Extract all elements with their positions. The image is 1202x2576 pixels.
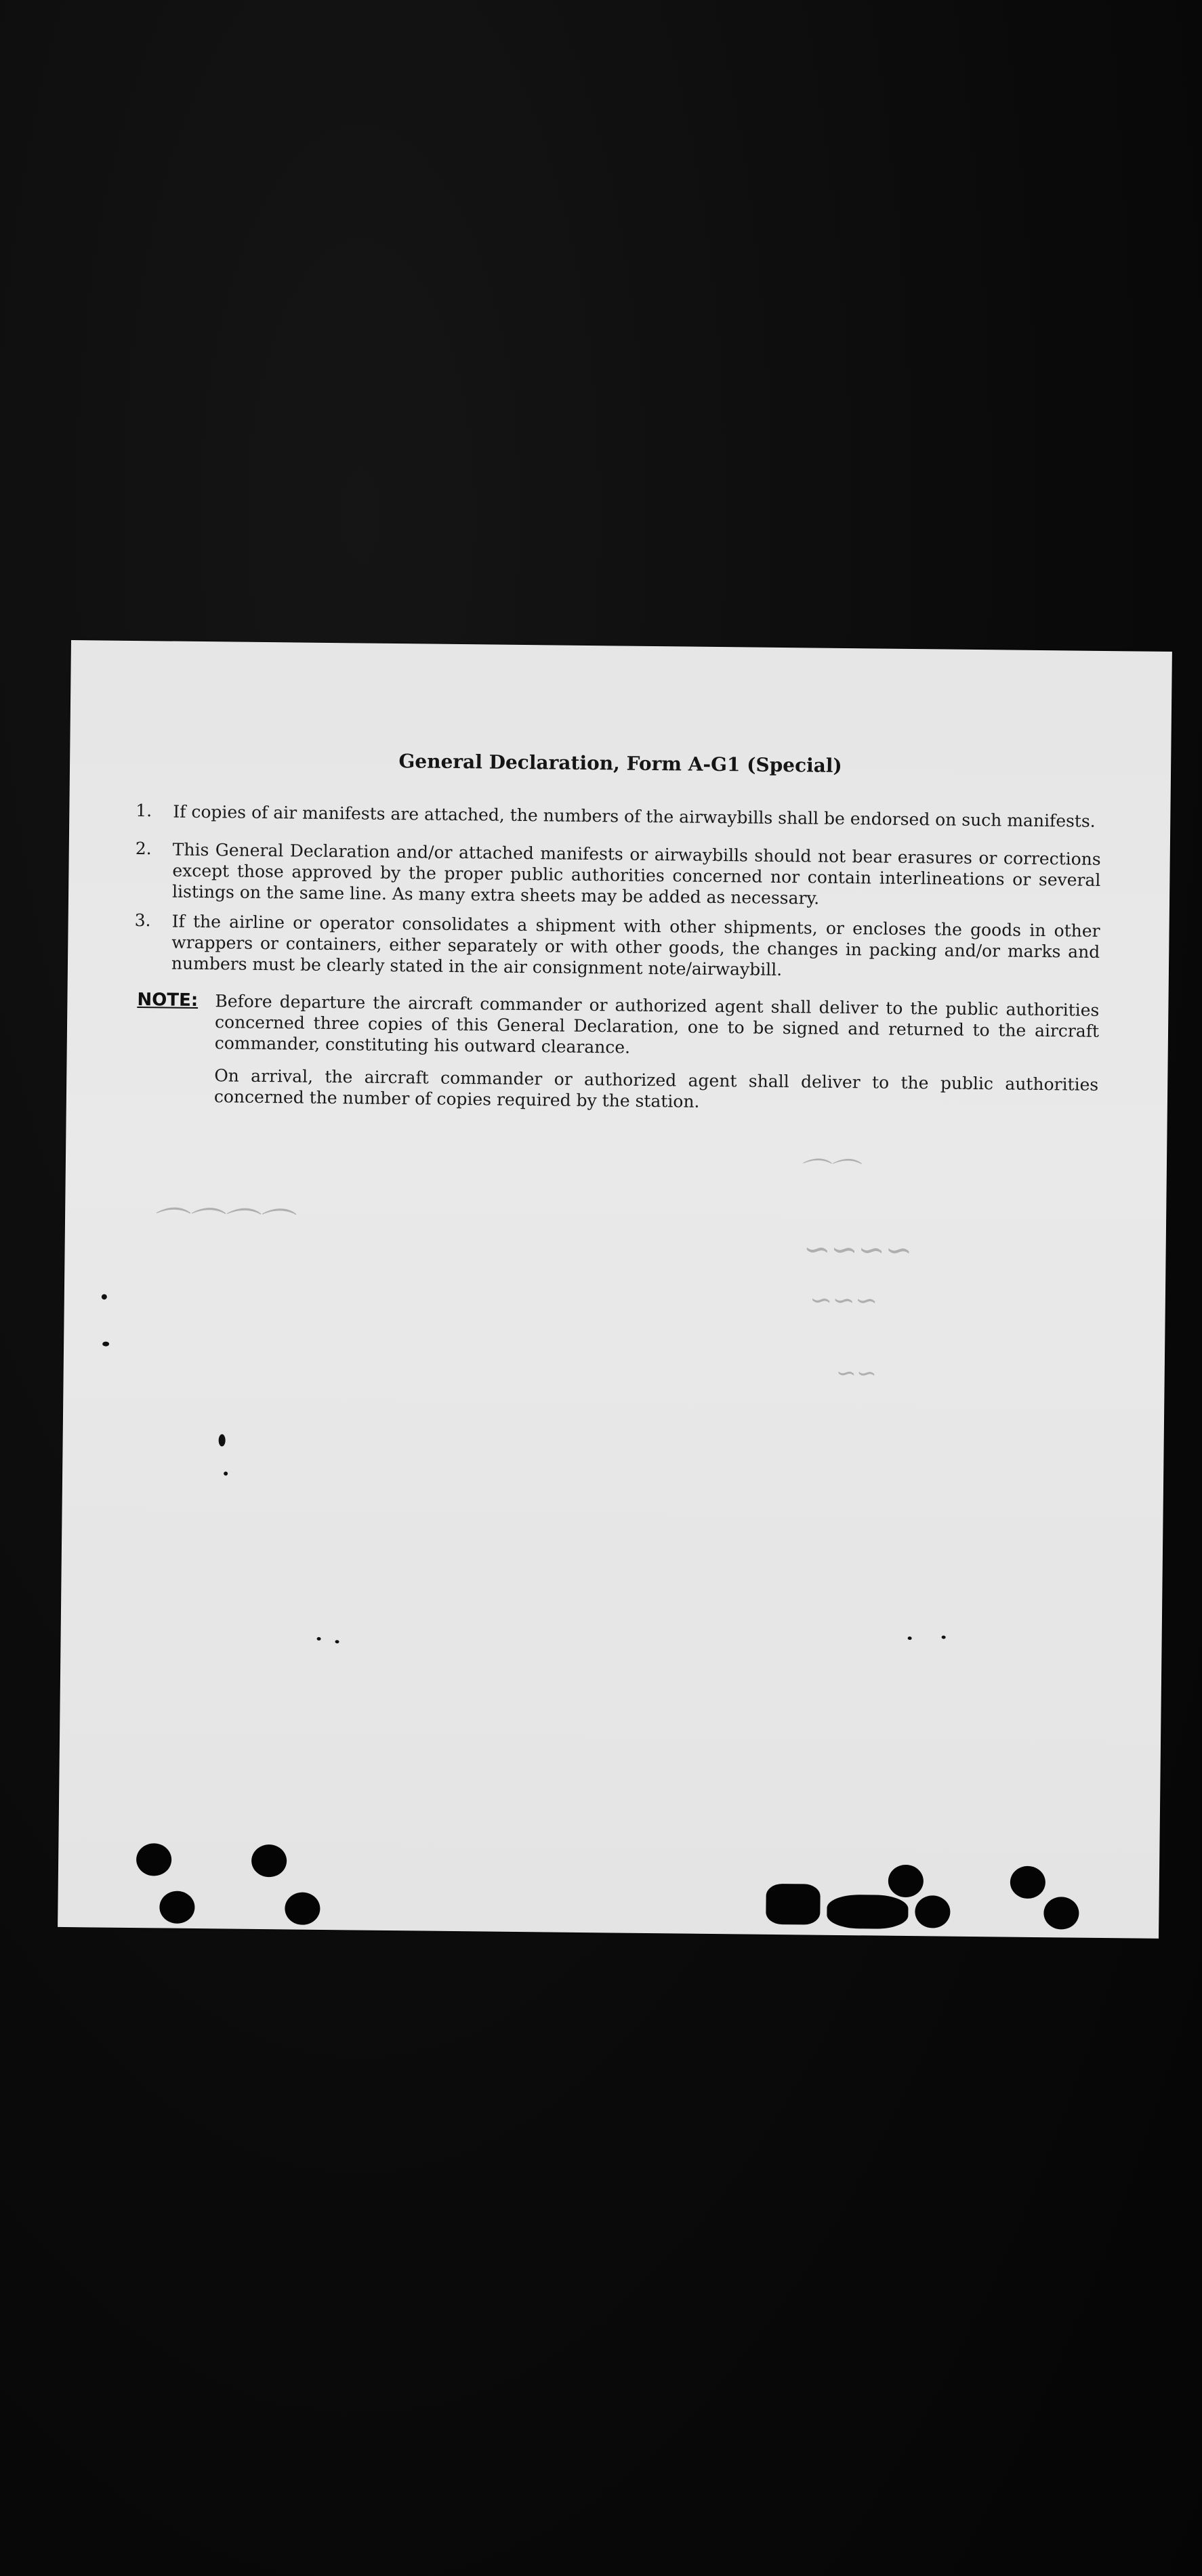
note-paragraph: On arrival, the aircraft commander or authorized agent shall deliver to the public authorities concerned the number of copies required by the station. bbox=[213, 1065, 1099, 1112]
punch-hole bbox=[159, 1891, 194, 1924]
speck bbox=[102, 1294, 107, 1300]
punch-hole bbox=[251, 1844, 287, 1878]
speck bbox=[219, 1434, 226, 1446]
item-number: 2. bbox=[135, 839, 152, 859]
speck bbox=[317, 1637, 321, 1641]
faint-handwriting: ⌒⌒ bbox=[797, 1156, 858, 1192]
faint-handwriting: ∽∽∽ bbox=[809, 1284, 878, 1317]
item-number: 1. bbox=[136, 801, 152, 821]
note-label: NOTE: bbox=[137, 990, 199, 1011]
speck bbox=[335, 1640, 339, 1643]
item-text: If copies of air manifests are attached, the numbers of the airwaybills shall be endorsed on such manifests. bbox=[173, 801, 1096, 831]
speck bbox=[224, 1471, 228, 1475]
item-text: This General Declaration and/or attached manifests or airwaybills should not bear erasures or corrections except those approved by the proper public authorities concerned nor contain interlineations or several listings on the same line. As many extra sheets may be added as necessary. bbox=[171, 839, 1101, 908]
faint-handwriting: ∽∽∽∽ bbox=[803, 1230, 913, 1270]
note-paragraph: Before departure the aircraft commander or authorized agent shall deliver to the public authorities concerned three copies of this General Declaration, one to be signed and returned to the aircraft commander, constituting his outward clearance. bbox=[214, 991, 1100, 1057]
item-number: 3. bbox=[134, 910, 151, 931]
speck bbox=[908, 1637, 912, 1640]
speck bbox=[942, 1636, 946, 1639]
punch-hole bbox=[136, 1843, 171, 1876]
faint-handwriting: ∽∽ bbox=[835, 1359, 877, 1388]
punch-hole bbox=[1043, 1897, 1079, 1930]
speck bbox=[102, 1342, 109, 1347]
item-text: If the airline or operator consolidates a shipment with other shipments, or encloses the goods in other wrappers or containers, either separately or with other goods, the changes in packing and/or marks and numbers must be clearly stated in the air consignment note/airwaybill. bbox=[171, 911, 1100, 980]
punch-hole bbox=[915, 1895, 950, 1928]
document-page bbox=[58, 640, 1172, 1939]
faint-handwriting: ⌒⌒⌒⌒ bbox=[149, 1205, 291, 1248]
punch-hole bbox=[285, 1892, 320, 1925]
punch-hole bbox=[888, 1865, 924, 1898]
torn-mark bbox=[827, 1895, 909, 1929]
punch-hole bbox=[1010, 1866, 1045, 1899]
torn-mark bbox=[766, 1884, 821, 1925]
document-title: General Declaration, Form A-G1 (Special) bbox=[398, 750, 842, 777]
